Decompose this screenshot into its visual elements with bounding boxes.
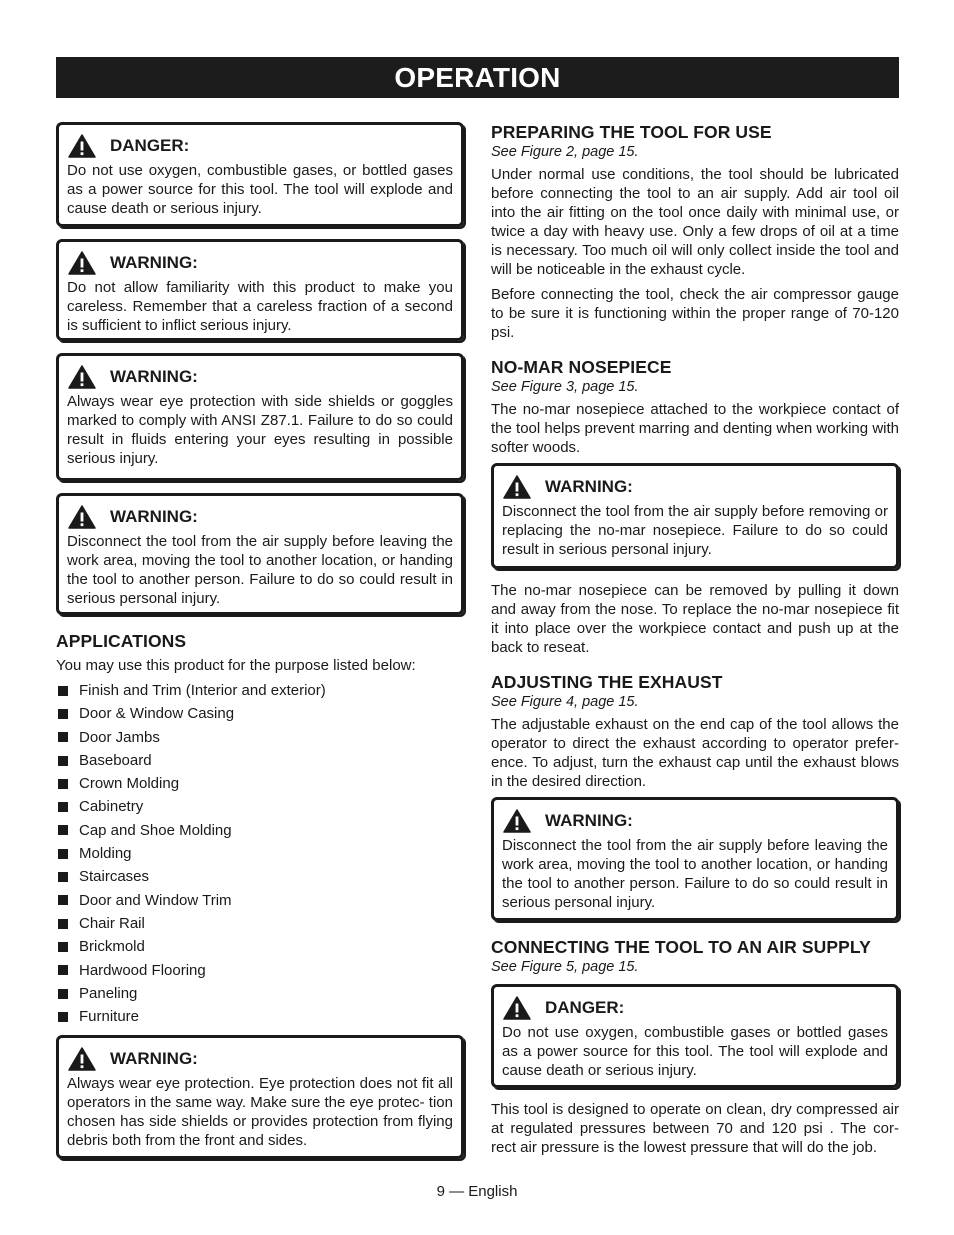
list-item [56, 865, 464, 888]
preparing-paragraph-2: Before connecting the tool, check the air compressor gauge to be sure it is functioning within the proper range of 70-120 psi. [491, 286, 899, 341]
square-bullet-icon [58, 709, 68, 719]
exhaust-heading: ADJUSTING THE EXHAUST [491, 672, 723, 692]
left-column [56, 122, 464, 1171]
square-bullet-icon [58, 1012, 68, 1022]
list-item-label: Molding [79, 845, 132, 863]
figure-reference: See Figure 3, page 15. [491, 379, 639, 395]
warning-triangle-icon [68, 134, 96, 158]
square-bullet-icon [58, 989, 68, 999]
square-bullet-icon [58, 686, 68, 696]
list-item [56, 935, 464, 958]
connecting-paragraph: This tool is designed to operate on clean, dry compressed air at regulated pressures between 70 and 120 psi . The cor- rect air pressure is the lowest pressure that will do the job. [491, 1101, 899, 1156]
square-bullet-icon [58, 802, 68, 812]
list-item [56, 702, 464, 725]
page-footer: 9 — English [436, 1183, 518, 1200]
nosepiece-paragraph-2: The no-mar nosepiece can be removed by pulling it down and away from the nose. To replace the no-mar nosepiece fit it into place over the workpiece contact and push up at the back to reseat. [491, 582, 899, 656]
square-bullet-icon [58, 895, 68, 905]
list-item [56, 982, 464, 1005]
list-item [56, 819, 464, 842]
preparing-heading: PREPARING THE TOOL FOR USE [491, 122, 772, 142]
list-item-label: Cap and Shoe Molding [79, 821, 232, 839]
alert-title: WARNING: [110, 253, 198, 272]
list-item [56, 795, 464, 818]
warning-box-exhaust-disconnect [491, 797, 899, 921]
warning-triangle-icon [68, 251, 96, 275]
list-item [56, 726, 464, 749]
page-title: OPERATION [56, 57, 899, 98]
warning-box-disconnect [56, 493, 464, 615]
list-item-label: Crown Molding [79, 775, 180, 793]
warning-box-familiarity [56, 239, 464, 341]
square-bullet-icon [58, 756, 68, 766]
applications-list [56, 679, 464, 1028]
list-item-label: Cabinetry [79, 798, 144, 816]
square-bullet-icon [58, 732, 68, 742]
exhaust-paragraph: The adjustable exhaust on the end cap of the tool allows the operator to direct the exhaust according to operator prefer- ence. To adjust, turn the exhaust cap until the exhaust blows in the desired direction. [491, 716, 899, 790]
alert-text: Do not use oxygen, combustible gases or bottled gases as a power source for this tool. The tool will explode and cause death or serious injury. [502, 1024, 888, 1079]
warning-box-nosepiece [491, 463, 899, 569]
square-bullet-icon [58, 965, 68, 975]
list-item [56, 842, 464, 865]
square-bullet-icon [58, 825, 68, 835]
alert-title: WARNING: [110, 507, 198, 526]
list-item [56, 959, 464, 982]
applications-heading: APPLICATIONS [56, 631, 187, 651]
list-item [56, 1005, 464, 1028]
warning-triangle-icon [503, 475, 531, 499]
alert-text: Always wear eye protection. Eye protection does not fit all operators in the same way. Make sure the eye protec- tion chosen has side shields or provides protection from flying debris both from the front and sides. [67, 1075, 453, 1150]
list-item [56, 912, 464, 935]
list-item-label: Door & Window Casing [79, 705, 235, 723]
list-item [56, 679, 464, 702]
warning-box-eye-fit [56, 1035, 464, 1159]
connecting-heading: CONNECTING THE TOOL TO AN AIR SUPPLY [491, 937, 871, 957]
square-bullet-icon [58, 849, 68, 859]
alert-text: Disconnect the tool from the air supply before removing or replacing the no-mar nosepiece. Failure to do so could result in serious personal injury. [502, 503, 888, 558]
list-item [56, 772, 464, 795]
preparing-paragraph-1: Under normal use conditions, the tool should be lubricated before connecting the tool to an air supply. Add air tool oil into the air fitting on the tool once daily with minimal use, or twice a day with heavy use. Only a few drops of oil at a time is necessary. Too much oil will only collect inside the tool and will be noticeable in the exhaust cycle. [491, 166, 899, 278]
alert-text: Disconnect the tool from the air supply before leaving the work area, moving the tool to another location, or handing the tool to another person. Failure to do so could result in serious personal injury. [67, 533, 453, 607]
square-bullet-icon [58, 942, 68, 952]
warning-triangle-icon [68, 505, 96, 529]
list-item-label: Brickmold [79, 938, 145, 956]
warning-triangle-icon [503, 996, 531, 1020]
square-bullet-icon [58, 872, 68, 882]
warning-triangle-icon [68, 1047, 96, 1071]
list-item-label: Paneling [79, 984, 138, 1002]
alert-text: Always wear eye protection with side shields or goggles marked to comply with ANSI Z87.1. Failure to do so could result in fluids entering your eyes resulting in possible serious injury. [67, 393, 453, 467]
nosepiece-paragraph-1: The no-mar nosepiece attached to the workpiece contact of the tool helps prevent marring and denting when working with softer woods. [491, 401, 899, 456]
alert-title: WARNING: [110, 367, 198, 386]
alert-title: WARNING: [110, 1049, 198, 1069]
list-item-label: Hardwood Flooring [79, 961, 206, 979]
figure-reference: See Figure 4, page 15. [491, 694, 639, 710]
figure-reference: See Figure 5, page 15. [491, 959, 639, 975]
alert-text: Do not allow familiarity with this product to make you careless. Remember that a careless fraction of a second is sufficient to inflict serious injury. [67, 279, 453, 334]
danger-box-oxygen [56, 122, 464, 227]
alert-text: Disconnect the tool from the air supply before leaving the work area, moving the tool to another location, or handing the tool to another person. Failure to do so could result in serious personal injury. [502, 837, 888, 911]
warning-box-eye-protection [56, 353, 464, 481]
list-item-label: Baseboard [79, 751, 152, 769]
nosepiece-heading: NO-MAR NOSEPIECE [491, 357, 672, 377]
list-item-label: Finish and Trim (Interior and exterior) [79, 682, 326, 699]
danger-box-connecting [491, 984, 899, 1088]
alert-title: WARNING: [545, 811, 633, 830]
square-bullet-icon [58, 779, 68, 789]
list-item-label: Door and Window Trim [79, 891, 232, 909]
applications-intro: You may use this product for the purpose listed below: [56, 657, 416, 674]
list-item-label: Furniture [79, 1008, 140, 1026]
alert-text: Do not use oxygen, combustible gases, or bottled gases as a power source for this tool. The tool will explode and cause death or serious injury. [67, 162, 453, 217]
alert-title: DANGER: [110, 136, 190, 155]
list-item [56, 749, 464, 772]
list-item-label: Staircases [79, 868, 150, 886]
figure-reference: See Figure 2, page 15. [491, 144, 639, 160]
warning-triangle-icon [68, 365, 96, 389]
square-bullet-icon [58, 919, 68, 929]
list-item-label: Door Jambs [79, 728, 160, 746]
warning-triangle-icon [503, 809, 531, 833]
right-column [491, 122, 899, 1163]
list-item [56, 889, 464, 912]
list-item-label: Chair Rail [79, 914, 145, 932]
alert-title: WARNING: [545, 477, 633, 496]
alert-title: DANGER: [545, 998, 625, 1017]
